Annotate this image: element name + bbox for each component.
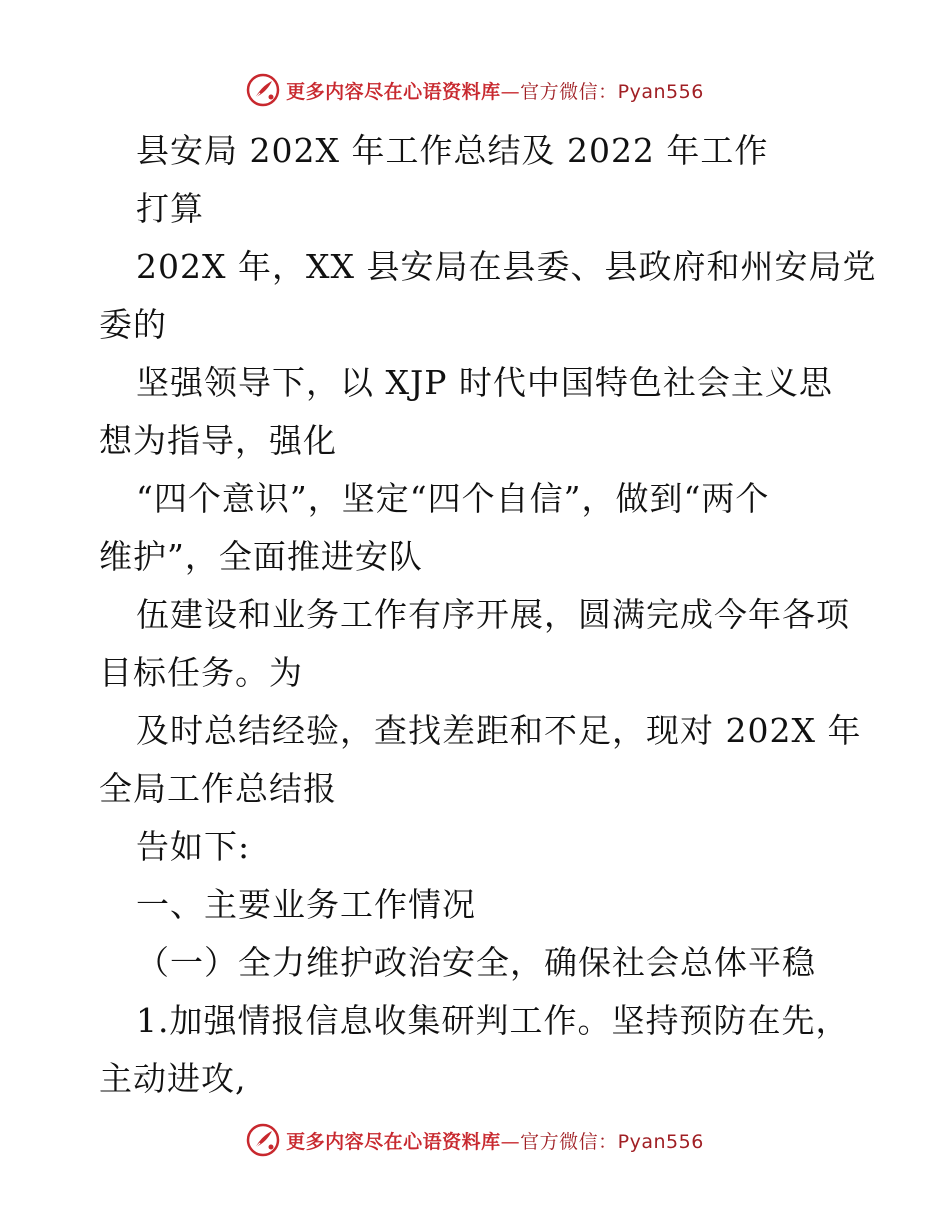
subsection-heading: （一）全力维护政治安全，确保社会总体平稳 [136,943,816,982]
section-heading: 一、主要业务工作情况 [136,885,476,924]
footer-banner-title: 更多内容尽在心语资料库 [286,1130,501,1153]
footer-banner-content [246,1123,704,1157]
header-banner-dash: — [500,80,521,103]
paragraph-line: 维护”，全面推进安队 [99,537,423,576]
feather-pen-logo-icon [246,1123,280,1157]
paragraph-line: 目标任务。为 [99,653,303,692]
footer-banner [0,1120,950,1160]
paragraph-line: 伍建设和业务工作有序开展，圆满完成今年各项 [136,595,850,634]
paragraph-line: “四个意识”，坚定“四个自信”，做到“两个 [136,479,770,518]
footer-banner-dash: — [500,1130,521,1153]
header-banner-contact: 官方微信：Pyan556 [520,80,704,103]
paragraph-line: 全局工作总结报 [99,769,337,808]
document-body [99,122,877,1108]
paragraph-line: 委的 [99,305,167,344]
paragraph-line: 主动进攻, [99,1059,247,1098]
paragraph-line: 想为指导，强化 [99,421,337,460]
paragraph-line: 告如下: [136,827,251,866]
footer-banner-text [286,1127,704,1154]
paragraph-line: 坚强领导下，以 XJP 时代中国特色社会主义思 [136,363,833,402]
document-title-line-2: 打算 [136,189,204,228]
document-title-line-1: 县安局 202X 年工作总结及 2022 年工作 [136,131,769,170]
footer-banner-contact: 官方微信：Pyan556 [520,1130,704,1153]
header-banner-title: 更多内容尽在心语资料库 [286,80,501,103]
paragraph-line: 1.加强情报信息收集研判工作。坚持预防在先， [136,1001,850,1040]
paragraph-line: 202X 年，XX 县安局在县委、县政府和州安局党 [136,247,877,286]
header-banner [0,70,950,110]
header-banner-content [246,73,704,107]
paragraph-line: 及时总结经验，查找差距和不足，现对 202X 年 [136,711,862,750]
header-banner-text [286,77,704,104]
feather-pen-logo-icon [246,73,280,107]
